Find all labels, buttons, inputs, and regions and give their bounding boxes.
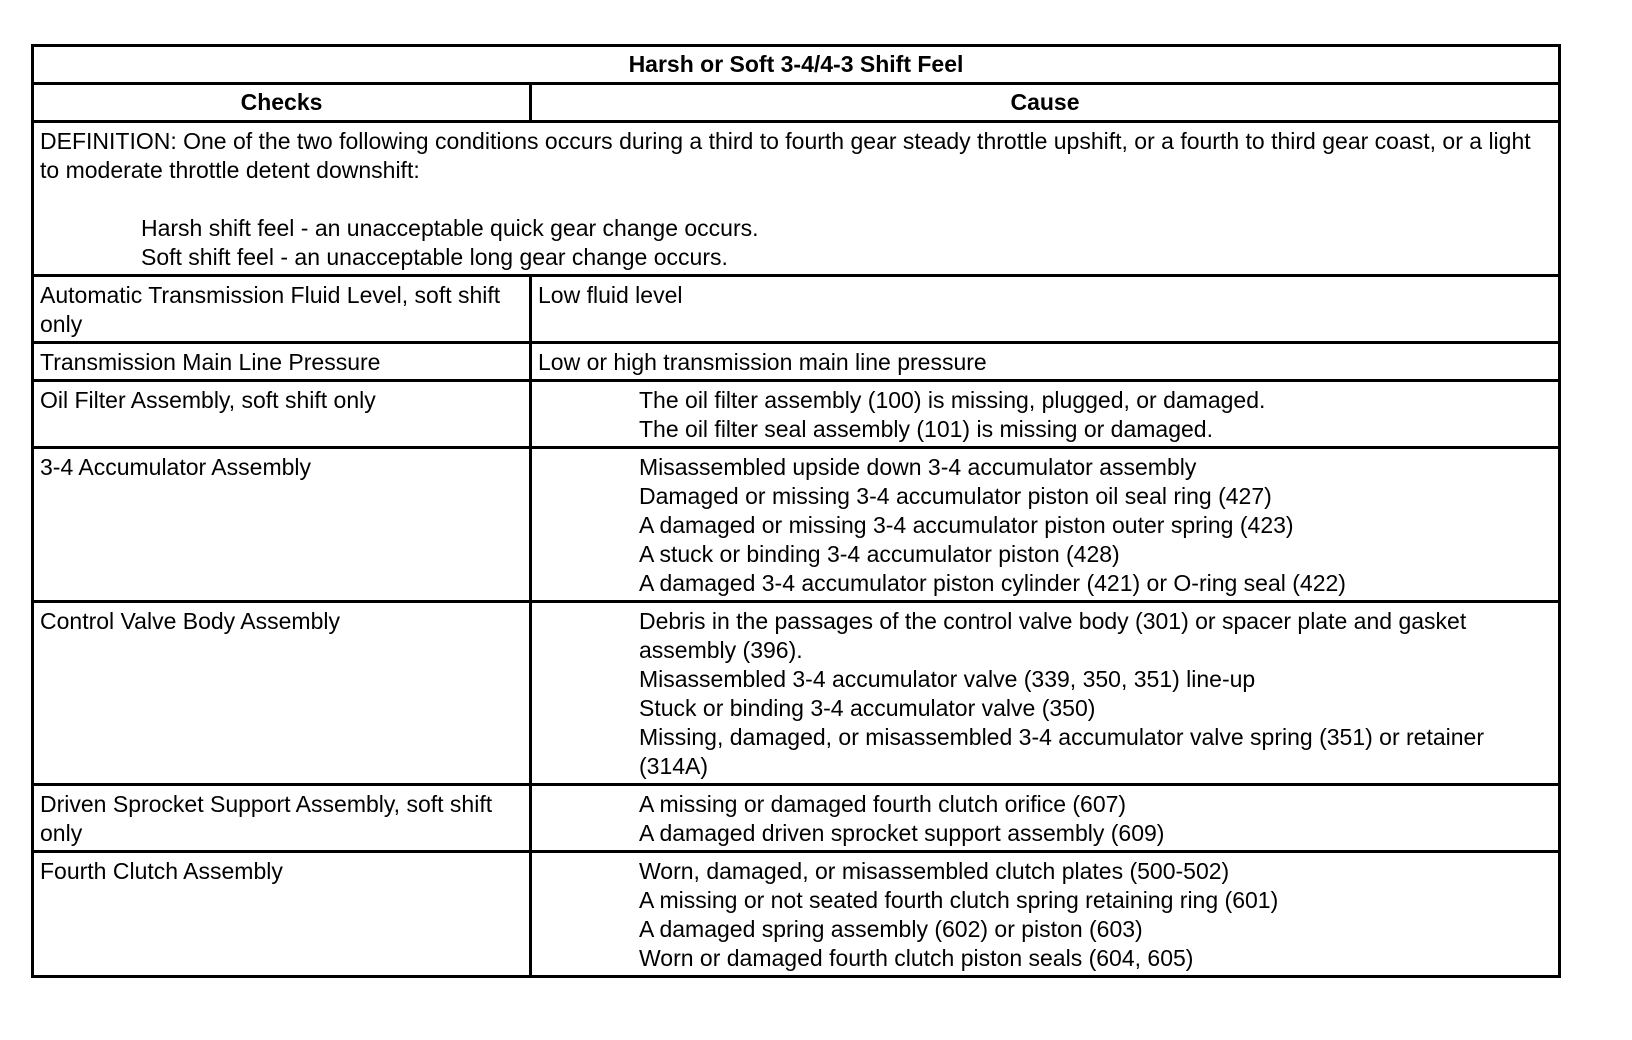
cause-item: A damaged or missing 3-4 accumulator piston outer spring (423) bbox=[639, 512, 1294, 538]
cause-cell bbox=[531, 785, 1560, 852]
check-cell bbox=[33, 276, 531, 343]
definition-item: Soft shift feel - an unacceptable long gear change occurs. bbox=[141, 244, 728, 270]
cause-item: Low fluid level bbox=[538, 282, 683, 308]
check-cell bbox=[33, 381, 531, 448]
cause-item: The oil filter assembly (100) is missing, plugged, or damaged. bbox=[639, 387, 1266, 413]
check-cell bbox=[33, 602, 531, 785]
definition-cell bbox=[33, 122, 1560, 276]
header-row bbox=[33, 84, 1560, 122]
cause-item: A damaged driven sprocket support assembly (609) bbox=[639, 820, 1165, 846]
definition-item: Harsh shift feel - an unacceptable quick gear change occurs. bbox=[141, 215, 759, 241]
check-label: Transmission Main Line Pressure bbox=[40, 349, 381, 375]
definition-row bbox=[33, 122, 1560, 276]
cause-item: Misassembled 3-4 accumulator valve (339, 350, 351) line-up bbox=[639, 666, 1256, 692]
cause-cell bbox=[531, 276, 1560, 343]
cause-cell bbox=[531, 448, 1560, 602]
check-label: Control Valve Body Assembly bbox=[40, 608, 340, 634]
title-row bbox=[33, 46, 1560, 84]
table-title: Harsh or Soft 3-4/4-3 Shift Feel bbox=[33, 46, 1560, 84]
check-cell bbox=[33, 448, 531, 602]
check-cell bbox=[33, 852, 531, 977]
cause-item: The oil filter seal assembly (101) is missing or damaged. bbox=[639, 416, 1213, 442]
table-row bbox=[33, 276, 1560, 343]
cause-item: A missing or damaged fourth clutch orifice (607) bbox=[639, 791, 1127, 817]
cause-item: Misassembled upside down 3-4 accumulator assembly bbox=[639, 454, 1197, 480]
cause-item: A damaged spring assembly (602) or piston (603) bbox=[639, 916, 1143, 942]
header-checks: Checks bbox=[33, 84, 531, 122]
definition-text: DEFINITION: One of the two following conditions occurs during a third to fourth gear steady throttle upshift, or a fourth to third gear coast, or a light to moderate throttle detent downshift: bbox=[40, 128, 1531, 183]
check-cell bbox=[33, 343, 531, 381]
cause-cell bbox=[531, 343, 1560, 381]
cause-item: Worn, damaged, or misassembled clutch plates (500-502) bbox=[639, 858, 1230, 884]
check-label: Fourth Clutch Assembly bbox=[40, 858, 283, 884]
check-label: Driven Sprocket Support Assembly, soft shift only bbox=[40, 791, 493, 846]
cause-item: Stuck or binding 3-4 accumulator valve (350) bbox=[639, 695, 1096, 721]
header-cause: Cause bbox=[531, 84, 1560, 122]
cause-cell bbox=[531, 381, 1560, 448]
cause-item: Debris in the passages of the control valve body (301) or spacer plate and gasket assembly (396). bbox=[639, 608, 1467, 663]
table-row bbox=[33, 448, 1560, 602]
cause-cell bbox=[531, 602, 1560, 785]
table-row bbox=[33, 343, 1560, 381]
table-row bbox=[33, 602, 1560, 785]
diagnostic-table bbox=[31, 44, 1561, 978]
check-label: 3-4 Accumulator Assembly bbox=[40, 454, 312, 480]
check-label: Automatic Transmission Fluid Level, soft shift only bbox=[40, 282, 501, 337]
cause-item: Damaged or missing 3-4 accumulator piston oil seal ring (427) bbox=[639, 483, 1272, 509]
cause-item: Missing, damaged, or misassembled 3-4 accumulator valve spring (351) or retainer (314A) bbox=[639, 724, 1484, 779]
cause-cell bbox=[531, 852, 1560, 977]
table-row bbox=[33, 852, 1560, 977]
cause-item: Worn or damaged fourth clutch piston seals (604, 605) bbox=[639, 945, 1194, 971]
check-label: Oil Filter Assembly, soft shift only bbox=[40, 387, 376, 413]
table-row bbox=[33, 381, 1560, 448]
cause-item: Low or high transmission main line pressure bbox=[538, 349, 987, 375]
cause-item: A stuck or binding 3-4 accumulator piston (428) bbox=[639, 541, 1120, 567]
table-row bbox=[33, 785, 1560, 852]
cause-item: A damaged 3-4 accumulator piston cylinder (421) or O-ring seal (422) bbox=[639, 570, 1346, 596]
cause-item: A missing or not seated fourth clutch spring retaining ring (601) bbox=[639, 887, 1279, 913]
check-cell bbox=[33, 785, 531, 852]
